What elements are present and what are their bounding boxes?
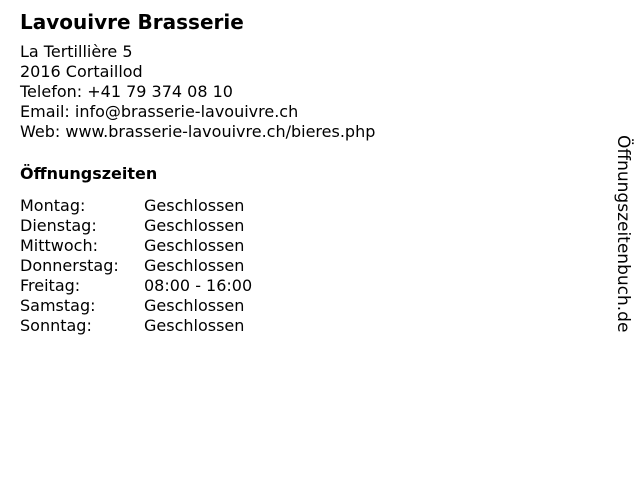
day-time: 08:00 - 16:00 xyxy=(144,276,253,295)
day-label: Sonntag: xyxy=(20,316,92,335)
email-line: Email: info@brasserie-lavouivre.ch xyxy=(20,102,299,121)
hours-row-wednesday xyxy=(20,236,600,256)
day-label: Mittwoch: xyxy=(20,236,98,255)
day-label: Samstag: xyxy=(20,296,96,315)
web-line: Web: www.brasserie-lavouivre.ch/bieres.php xyxy=(20,122,376,141)
hours-row-thursday xyxy=(20,256,600,276)
hours-row-friday xyxy=(20,276,600,296)
hours-row-tuesday xyxy=(20,216,600,236)
hours-row-saturday xyxy=(20,296,600,316)
address-city: 2016 Cortaillod xyxy=(20,62,143,81)
business-card xyxy=(20,10,600,336)
address-street: La Tertillière 5 xyxy=(20,42,133,61)
day-label: Donnerstag: xyxy=(20,256,119,275)
contact-block xyxy=(20,42,600,142)
day-time: Geschlossen xyxy=(144,296,245,315)
opening-hours-title: Öffnungszeiten xyxy=(20,164,158,183)
day-time: Geschlossen xyxy=(144,196,245,215)
day-time: Geschlossen xyxy=(144,256,245,275)
brand-watermark: Öffnungszeitenbuch.de xyxy=(613,135,633,333)
hours-row-monday xyxy=(20,196,600,216)
hours-row-sunday xyxy=(20,316,600,336)
day-time: Geschlossen xyxy=(144,236,245,255)
day-time: Geschlossen xyxy=(144,316,245,335)
day-label: Freitag: xyxy=(20,276,81,295)
day-label: Montag: xyxy=(20,196,86,215)
opening-hours-table xyxy=(20,196,600,336)
day-label: Dienstag: xyxy=(20,216,97,235)
phone-line: Telefon: +41 79 374 08 10 xyxy=(20,82,233,101)
day-time: Geschlossen xyxy=(144,216,245,235)
business-name: Lavouivre Brasserie xyxy=(20,10,244,34)
